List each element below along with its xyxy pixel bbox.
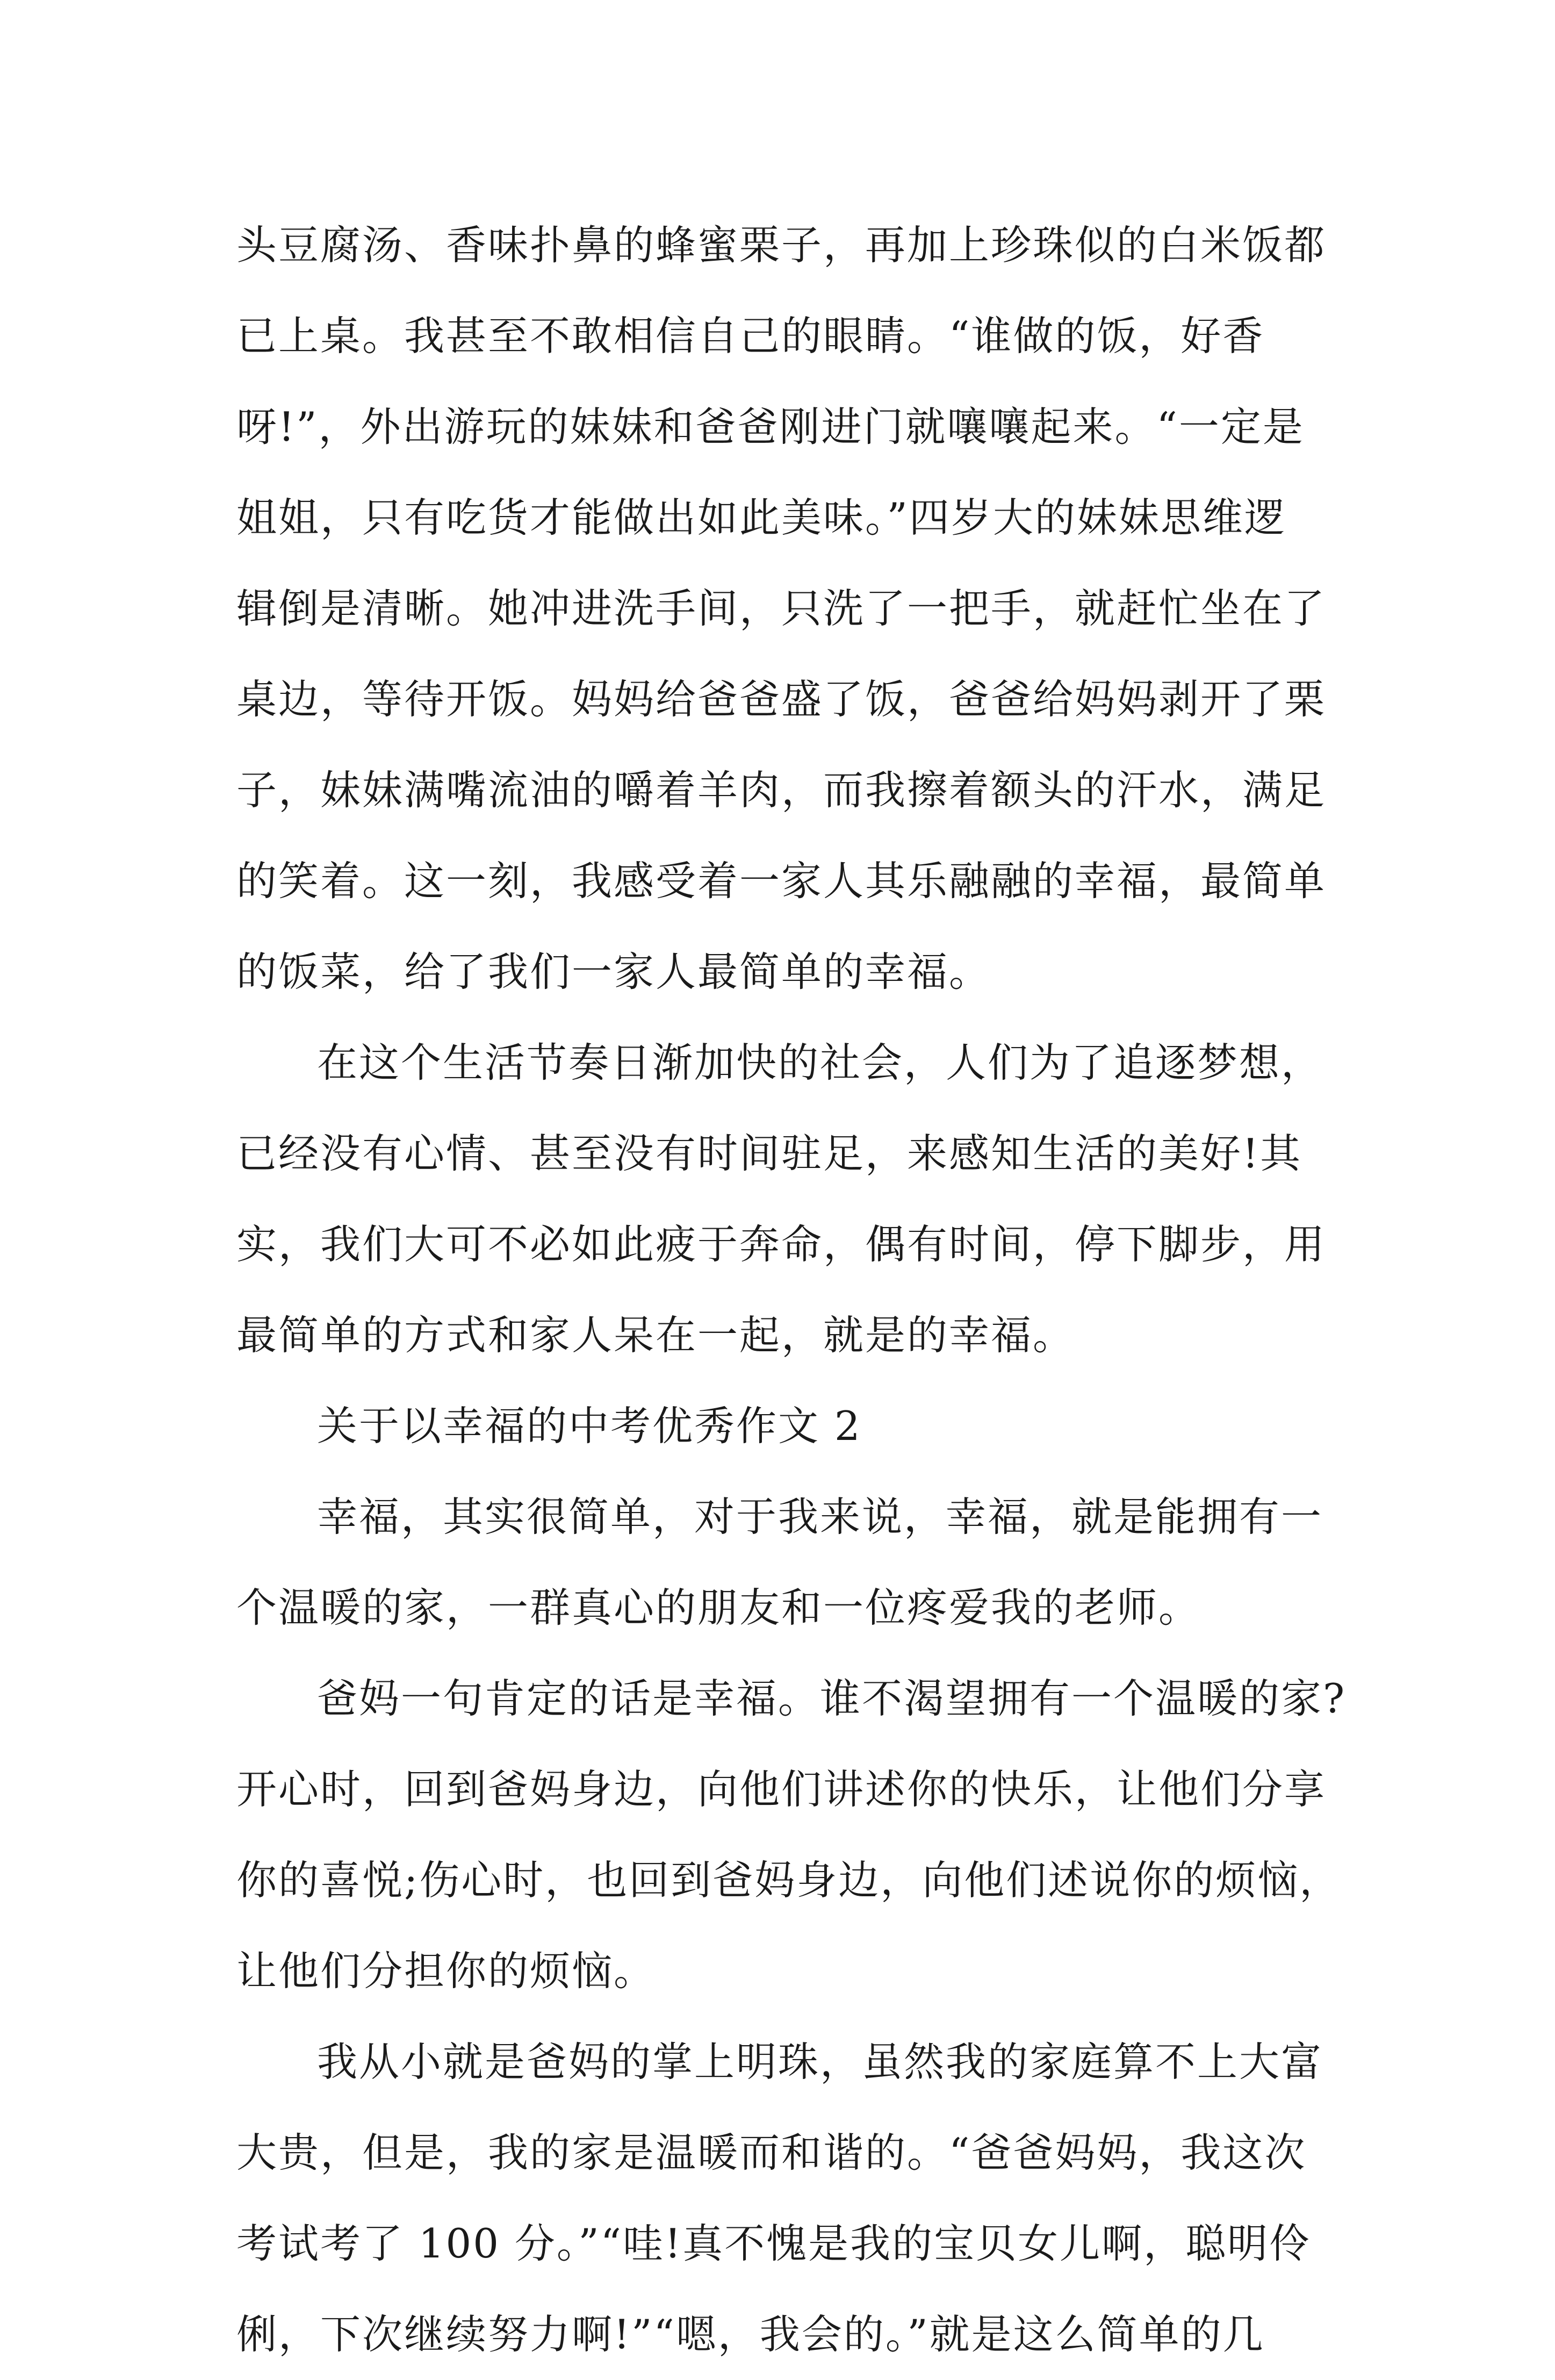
paragraph-start-line: 我从小就是爸妈的掌上明珠，虽然我的家庭算不上大富 [317, 2038, 1323, 2085]
text-line: 姐姐，只有吃货才能做出如此美味。”四岁大的妹妹思维逻 [236, 494, 1286, 541]
paragraph-start-line: 爸妈一句肯定的话是幸福。谁不渴望拥有一个温暖的家? [317, 1675, 1347, 1722]
text-line: 个温暖的家，一群真心的朋友和一位疼爱我的老师。 [236, 1584, 1201, 1631]
text-line: 辑倒是清晰。她冲进洗手间，只洗了一把手，就赶忙坐在了 [236, 585, 1327, 632]
text-line: 实，我们大可不必如此疲于奔命，偶有时间，停下脚步，用 [236, 1221, 1327, 1268]
text-line: 桌边，等待开饭。妈妈给爸爸盛了饭，爸爸给妈妈剥开了栗 [236, 676, 1327, 723]
paragraph-start-line: 在这个生活节奏日渐加快的社会，人们为了追逐梦想， [317, 1039, 1323, 1086]
text-line: 头豆腐汤、香味扑鼻的蜂蜜栗子，再加上珍珠似的白米饭都 [236, 221, 1327, 269]
text-line: 最简单的方式和家人呆在一起，就是的幸福。 [236, 1311, 1075, 1359]
text-line: 呀!”，外出游玩的妹妹和爸爸刚进门就嚷嚷起来。“一定是 [236, 403, 1305, 450]
text-line: 让他们分担你的烦恼。 [236, 1947, 656, 1995]
text-line: 的笑着。这一刻，我感受着一家人其乐融融的幸福，最简单 [236, 857, 1327, 905]
document-body [236, 200, 1347, 2380]
section-heading: 关于以幸福的中考优秀作文 2 [317, 1402, 862, 1450]
text-line: 开心时，回到爸妈身边，向他们讲述你的快乐，让他们分享 [236, 1766, 1327, 1813]
text-line: 考试考了 100 分。”“哇!真不愧是我的宝贝女儿啊，聪明伶 [236, 2220, 1312, 2267]
text-line: 俐，下次继续努力啊!”“嗯，我会的。”就是这么简单的几 [236, 2311, 1265, 2358]
text-line: 你的喜悦;伤心时，也回到爸妈身边，向他们述说你的烦恼， [236, 1856, 1342, 1904]
paragraph-start-line: 幸福，其实很简单，对于我来说，幸福，就是能拥有一 [317, 1493, 1323, 1540]
text-line: 已经没有心情、甚至没有时间驻足，来感知生活的美好!其 [236, 1130, 1302, 1177]
text-line: 已上桌。我甚至不敢相信自己的眼睛。“谁做的饭，好香 [236, 312, 1265, 360]
text-line: 大贵，但是，我的家是温暖而和谐的。“爸爸妈妈，我这次 [236, 2129, 1307, 2176]
text-line: 子，妹妹满嘴流油的嚼着羊肉，而我擦着额头的汗水，满足 [236, 766, 1327, 814]
text-line: 的饭菜，给了我们一家人最简单的幸福。 [236, 948, 991, 995]
